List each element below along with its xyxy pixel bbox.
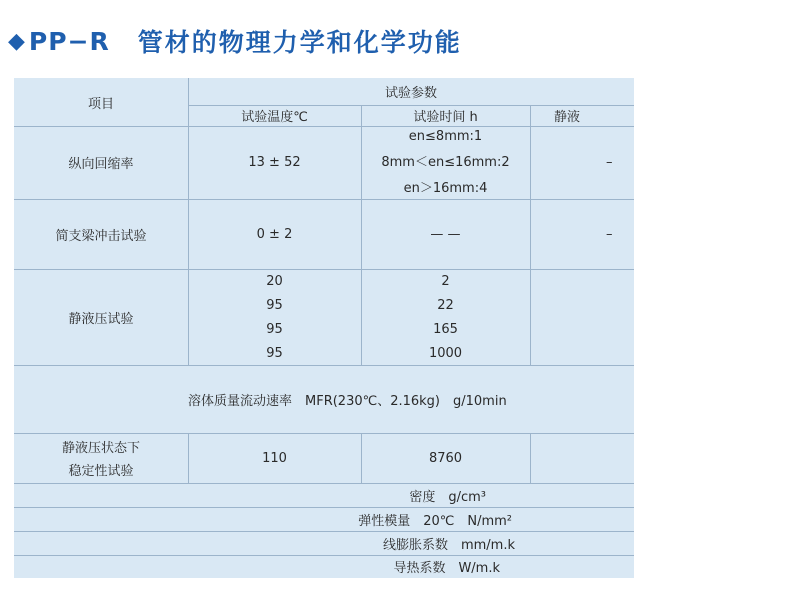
row-expansion: 线膨胀系数 mm/m.k bbox=[382, 537, 515, 553]
cell-extra: – bbox=[606, 226, 613, 242]
time-value: 8mm＜en≤16mm:2 bbox=[381, 154, 510, 170]
time-value: en≤8mm:1 bbox=[408, 129, 483, 145]
row-label-impact: 简支梁冲击试验 bbox=[55, 228, 147, 244]
time-value: 165 bbox=[433, 321, 458, 337]
header-item: 项目 bbox=[87, 96, 114, 112]
row-mfr: 溶体质量流动速率 MFR(230℃、2.16kg) g/10min bbox=[188, 393, 507, 409]
cell-temp: 0 ± 2 bbox=[256, 226, 293, 242]
page-title bbox=[8, 24, 462, 58]
row-label-longitudinal: 纵向回缩率 bbox=[68, 157, 134, 172]
header-test-params: 试验参数 bbox=[384, 86, 437, 101]
row-density: 密度 g/cm³ bbox=[409, 489, 486, 505]
cell-time: 8760 bbox=[428, 450, 463, 466]
time-value: en＞16mm:4 bbox=[403, 180, 488, 196]
divider bbox=[530, 433, 531, 483]
row-label-hydrostatic: 静液压试验 bbox=[68, 311, 134, 327]
diamond-icon: ◆ bbox=[8, 28, 25, 54]
cell-time: — — bbox=[430, 226, 461, 242]
label-line: 静液压状态下 bbox=[61, 441, 140, 456]
cell-temp: 110 bbox=[262, 450, 287, 466]
temp-value: 20 bbox=[266, 273, 283, 289]
temp-value: 95 bbox=[266, 321, 283, 337]
title-code: PP−R bbox=[28, 26, 110, 56]
cell-extra: – bbox=[606, 155, 613, 170]
title-text: 管材的物理力学和化学功能 bbox=[137, 28, 462, 57]
row-modulus: 弹性模量 20℃ N/mm² bbox=[358, 513, 512, 529]
temp-value: 95 bbox=[266, 297, 283, 313]
time-value: 1000 bbox=[428, 345, 463, 361]
row-label-thermal-stability bbox=[14, 435, 188, 481]
cell-temp: 13 ± 52 bbox=[248, 155, 301, 170]
time-value: 22 bbox=[437, 297, 454, 313]
header-temp: 试验温度℃ bbox=[241, 110, 308, 125]
temp-value: 95 bbox=[266, 345, 283, 361]
label-line: 稳定性试验 bbox=[68, 464, 134, 479]
cell-time-list bbox=[361, 269, 530, 365]
header-pressure: 静液 bbox=[554, 110, 581, 125]
cell-temp-list bbox=[188, 269, 361, 365]
row-conductivity: 导热系数 W/m.k bbox=[393, 561, 500, 576]
header-time: 试验时间 h bbox=[413, 110, 478, 125]
properties-table bbox=[14, 78, 634, 578]
cell-time-list bbox=[361, 126, 530, 199]
time-value: 2 bbox=[441, 273, 450, 289]
